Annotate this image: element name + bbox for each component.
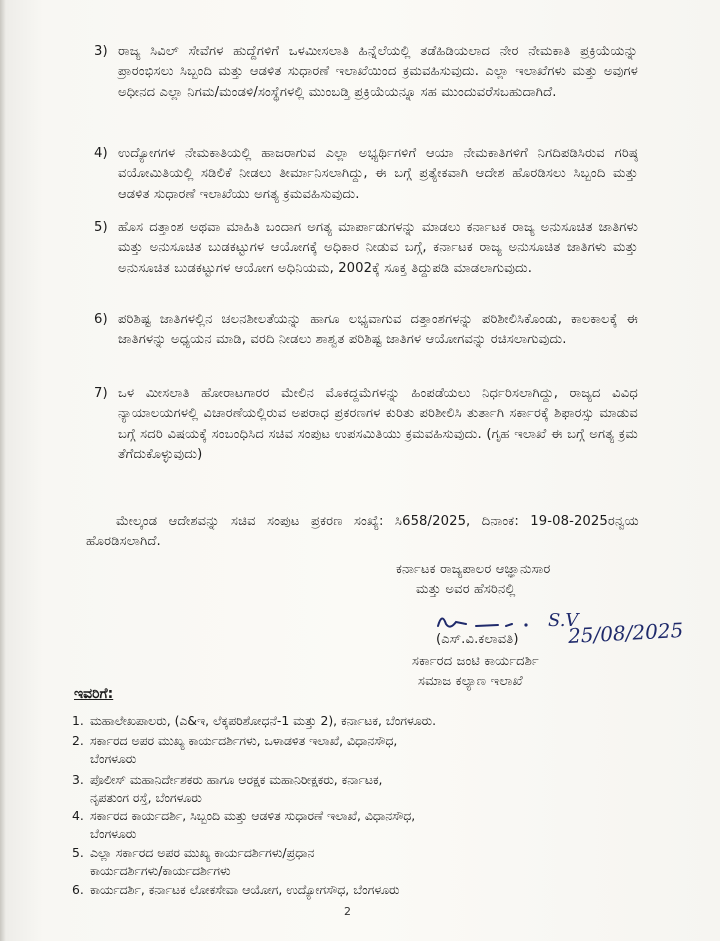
order-item-6	[94, 310, 638, 351]
distribution-item-4	[72, 807, 650, 843]
distribution-item-2	[72, 732, 650, 768]
item-number: 6)	[94, 312, 108, 327]
page-number: 2	[344, 905, 351, 918]
distribution-item-1	[72, 712, 650, 730]
distribution-line: ಮಹಾಲೇಖಪಾಲರು, (ಎ&ಇ, ಲೆಕ್ಕಪರಿಶೋಧನೆ-1 ಮತ್ತು 2), ಕರ್ನಾಟಕ, ಬೆಂಗಳೂರು.	[90, 713, 437, 728]
distribution-number: 3.	[72, 772, 84, 787]
distribution-line: ಕಾರ್ಯದರ್ಶಿ, ಕರ್ನಾಟಕ ಲೋಕಸೇವಾ ಆಯೋಗ, ಉದ್ಯೋಗಸೌಧ, ಬೆಂಗಳೂರು	[90, 882, 400, 897]
distribution-item-5	[72, 844, 650, 880]
item-text: ಪರಿಶಿಷ್ಟ ಜಾತಿಗಳಲ್ಲಿನ ಚಲನಶೀಲತೆಯನ್ನು ಹಾಗೂ ಲಭ್ಯವಾಗುವ ದತ್ತಾಂಶಗಳನ್ನು ಪರಿಶೀಲಿಸಿಕೊಂಡು, ಕಾಲಕಾಲಕ್ಕೆ ಈ ಜಾತಿಗಳನ್ನು ಅಧ್ಯಯನ ಮಾಡಿ, ವರದಿ ನೀಡಲು ಶಾಶ್ವತ ಪರಿಶಿಷ್ಟ ಜಾತಿಗಳ ಆಯೋಗವನ್ನು ರಚಿಸಲಾಗುವುದು.	[118, 312, 638, 348]
distribution-number: 2.	[72, 733, 84, 748]
item-number: 7)	[94, 386, 108, 401]
distribution-number: 5.	[72, 845, 84, 860]
distribution-number: 1.	[72, 713, 84, 728]
order-item-3	[94, 42, 638, 103]
distribution-number: 6.	[72, 882, 84, 897]
authority-line-2: ಮತ್ತು ಅವರ ಹೆಸರಿನಲ್ಲಿ	[416, 582, 516, 597]
item-text: ಉದ್ಯೋಗಗಳ ನೇಮಕಾತಿಯಲ್ಲಿ ಹಾಜರಾಗುವ ಎಲ್ಲಾ ಅಭ್ಯರ್ಥಿಗಳಿಗೆ ಆಯಾ ನೇಮಕಾತಿಗಳಿಗೆ ನಿಗದಿಪಡಿಸಿರುವ ಗರಿಷ್ಠ ವಯೋಮಿತಿಯಲ್ಲಿ ಸಡಿಲಿಕೆ ನೀಡಲು ತೀರ್ಮಾನಿಸಲಾಗಿದ್ದು, ಈ ಬಗ್ಗೆ ಪ್ರತ್ಯೇಕವಾಗಿ ಆದೇಶ ಹೊರಡಿಸಲು ಸಿಬ್ಬಂದಿ ಮತ್ತು ಆಡಳಿತ ಸುಧಾರಣೆ ಇಲಾಖೆಯು ಅಗತ್ಯ ಕ್ರಮವಹಿಸುವುದು.	[118, 146, 638, 202]
signatory-designation: ಸರ್ಕಾರದ ಜಂಟಿ ಕಾರ್ಯದರ್ಶಿ	[412, 654, 539, 669]
item-number: 5)	[94, 220, 108, 235]
distribution-line: ಸರ್ಕಾರದ ಕಾರ್ಯದರ್ಶಿ, ಸಿಬ್ಬಂದಿ ಮತ್ತು ಆಡಳಿತ ಸುಧಾರಣೆ ಇಲಾಖೆ, ವಿಧಾನಸೌಧ,	[90, 808, 416, 823]
distribution-line: ಸರ್ಕಾರದ ಅಪರ ಮುಖ್ಯ ಕಾರ್ಯದರ್ಶಿಗಳು, ಒಳಾಡಳಿತ ಇಲಾಖೆ, ವಿಧಾನಸೌಧ,	[90, 733, 398, 748]
authority-line-1: ಕರ್ನಾಟಕ ರಾಜ್ಯಪಾಲರ ಆಜ್ಞಾನುಸಾರ	[396, 562, 551, 577]
distribution-item-6	[72, 881, 650, 899]
signatory-department: ಸಮಾಜ ಕಲ್ಯಾಣ ಇಲಾಖೆ	[418, 674, 523, 689]
item-number: 3)	[94, 44, 108, 59]
item-text: ಹೊಸ ದತ್ತಾಂಶ ಅಥವಾ ಮಾಹಿತಿ ಬಂದಾಗ ಅಗತ್ಯ ಮಾರ್ಪಾಡುಗಳನ್ನು ಮಾಡಲು ಕರ್ನಾಟಕ ರಾಜ್ಯ ಅನುಸೂಚಿತ ಜಾತಿಗಳು ಮತ್ತು ಅನುಸೂಚಿತ ಬುಡಕಟ್ಟುಗಳ ಆಯೋಗಕ್ಕೆ ಅಧಿಕಾರ ನೀಡುವ ಬಗ್ಗೆ, ಕರ್ನಾಟಕ ರಾಜ್ಯ ಅನುಸೂಚಿತ ಜಾತಿಗಳು ಮತ್ತು ಅನುಸೂಚಿತ ಬುಡಕಟ್ಟುಗಳ ಆಯೋಗ ಅಧಿನಿಯಮ, 2002ಕ್ಕೆ ಸೂಕ್ತ ತಿದ್ದುಪಡಿ ಮಾಡಲಾಗುವುದು.	[118, 220, 638, 276]
distribution-number: 4.	[72, 808, 84, 823]
signatory-name: (ಎಸ್.ವಿ.ಕಲಾವತಿ)	[436, 632, 519, 647]
item-number: 4)	[94, 146, 108, 161]
distribution-item-3	[72, 771, 650, 807]
distribution-line: ಬೆಂಗಳೂರು	[90, 751, 137, 766]
closing-paragraph: ಮೇಲ್ಕಂಡ ಆದೇಶವನ್ನು ಸಚಿವ ಸಂಪುಟ ಪ್ರಕರಣ ಸಂಖ್ಯೆ: ಸಿ658/2025, ದಿನಾಂಕ: 19-08-2025ರನ್ವಯ ಹೊರಡಿಸಲಾಗಿದೆ.	[86, 514, 639, 550]
item-text: ರಾಜ್ಯ ಸಿವಿಲ್ ಸೇವೆಗಳ ಹುದ್ದೆಗಳಿಗೆ ಒಳಮೀಸಲಾತಿ ಹಿನ್ನೆಲೆಯಲ್ಲಿ ತಡೆಹಿಡಿಯಲಾದ ನೇರ ನೇಮಕಾತಿ ಪ್ರಕ್ರಿಯೆಯನ್ನು ಪ್ರಾರಂಭಿಸಲು ಸಿಬ್ಬಂದಿ ಮತ್ತು ಆಡಳಿತ ಸುಧಾರಣೆ ಇಲಾಖೆಯಿಂದ ಕ್ರಮವಹಿಸುವುದು. ಎಲ್ಲಾ ಇಲಾಖೆಗಳು ಮತ್ತು ಅವುಗಳ ಅಧೀನದ ಎಲ್ಲಾ ನಿಗಮ/ಮಂಡಳಿ/ಸಂಸ್ಥೆಗಳಲ್ಲಿ ಮುಂಬಡ್ತಿ ಪ್ರಕ್ರಿಯೆಯನ್ನೂ ಸಹ ಮುಂದುವರೆಸಬಹುದಾಗಿದೆ.	[118, 44, 638, 100]
order-item-5	[94, 218, 638, 279]
distribution-line: ಕಾರ್ಯದರ್ಶಿಗಳು/ಕಾರ್ಯದರ್ಶಿಗಳು	[90, 863, 231, 878]
order-item-7	[94, 384, 638, 466]
item-text: ಒಳ ಮೀಸಲಾತಿ ಹೋರಾಟಗಾರರ ಮೇಲಿನ ಮೊಕದ್ದಮೆಗಳನ್ನು ಹಿಂಪಡೆಯಲು ನಿರ್ಧರಿಸಲಾಗಿದ್ದು, ರಾಜ್ಯದ ವಿವಿಧ ನ್ಯಾಯಾಲಯಗಳಲ್ಲಿ ವಿಚಾರಣೆಯಲ್ಲಿರುವ ಅಪರಾಧ ಪ್ರಕರಣಗಳ ಕುರಿತು ಪರಿಶೀಲಿಸಿ ತುರ್ತಾಗಿ ಸರ್ಕಾರಕ್ಕೆ ಶಿಫಾರಸ್ಸು ಮಾಡುವ ಬಗ್ಗೆ ಸದರಿ ವಿಷಯಕ್ಕೆ ಸಂಬಂಧಿಸಿದ ಸಚಿವ ಸಂಪುಟ ಉಪಸಮಿತಿಯು ಕ್ರಮವಹಿಸುವುದು. (ಗೃಹ ಇಲಾಖೆ ಈ ಬಗ್ಗೆ ಅಗತ್ಯ ಕ್ರಮ ತೆಗೆದುಕೊಳ್ಳುವುದು)	[118, 386, 638, 463]
distribution-heading: ಇವರಿಗೆ:	[74, 686, 114, 702]
distribution-line: ನೃಪತುಂಗ ರಸ್ತೆ, ಬೆಂಗಳೂರು	[90, 790, 202, 805]
distribution-line: ಎಲ್ಲಾ ಸರ್ಕಾರದ ಅಪರ ಮುಖ್ಯ ಕಾರ್ಯದರ್ಶಿಗಳು/ಪ್ರಧಾನ	[90, 845, 315, 860]
signature-initials: S.V	[548, 610, 579, 631]
distribution-line: ಪೊಲೀಸ್ ಮಹಾನಿರ್ದೇಶಕರು ಹಾಗೂ ಆರಕ್ಷಕ ಮಹಾನಿರೀಕ್ಷಕರು, ಕರ್ನಾಟಕ,	[90, 772, 383, 787]
signature-date: 25/08/2025	[567, 617, 684, 649]
order-item-4	[94, 144, 638, 205]
distribution-line: ಬೆಂಗಳೂರು	[90, 826, 137, 841]
